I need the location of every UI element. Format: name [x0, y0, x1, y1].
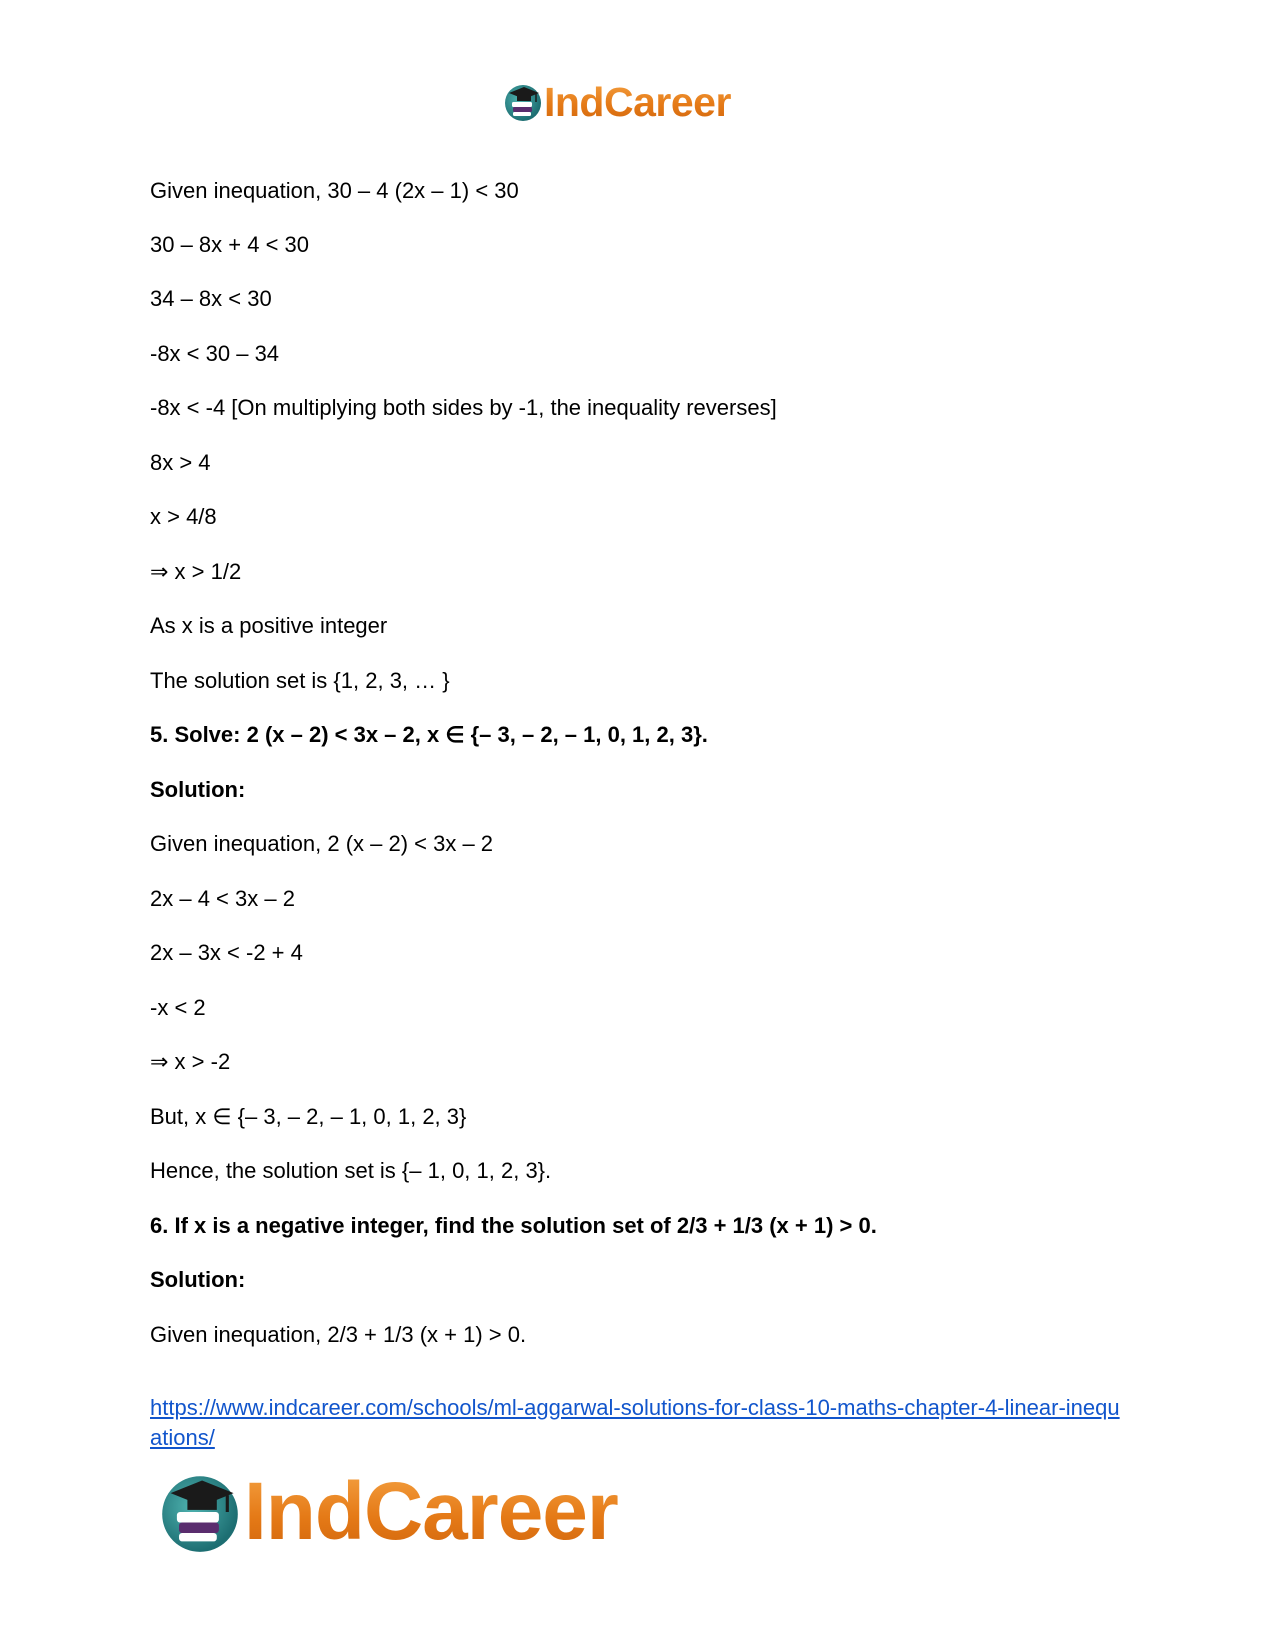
text-line: 30 – 8x + 4 < 30 — [150, 232, 310, 257]
solution-heading: Solution: — [150, 1267, 246, 1292]
graduation-cap-books-globe-icon — [503, 82, 543, 122]
text-line: -x < 2 — [150, 995, 206, 1020]
text-line: 8x > 4 — [150, 450, 211, 475]
logo-text: IndCareer — [544, 79, 731, 125]
question-heading: 6. If x is a negative integer, find the solution set of 2/3 + 1/3 (x + 1) > 0. — [150, 1213, 877, 1238]
logo-text: IndCareer — [244, 1466, 618, 1557]
solution-heading: Solution: — [150, 777, 246, 802]
text-line: Given inequation, 30 – 4 (2x – 1) < 30 — [150, 178, 519, 203]
text-line: Hence, the solution set is {– 1, 0, 1, 2, 3}. — [150, 1158, 552, 1183]
text-line: x > 4/8 — [150, 504, 217, 529]
text-line: 34 – 8x < 30 — [150, 286, 272, 311]
text-line: As x is a positive integer — [150, 613, 388, 638]
text-line: 2x – 4 < 3x – 2 — [150, 886, 295, 911]
graduation-cap-books-globe-icon — [158, 1470, 242, 1554]
text-line: The solution set is {1, 2, 3, … } — [150, 668, 450, 693]
source-link[interactable]: https://www.indcareer.com/schools/ml-aggarwal-solutions-for-class-10-maths-chapter-4-linear-inequations/ — [150, 1395, 1120, 1450]
text-line: But, x ∈ {– 3, – 2, – 1, 0, 1, 2, 3} — [150, 1104, 467, 1129]
text-line: Given inequation, 2/3 + 1/3 (x + 1) > 0. — [150, 1322, 527, 1347]
text-line: ⇒ x > 1/2 — [150, 559, 242, 584]
text-line: -8x < 30 – 34 — [150, 341, 280, 366]
header-logo — [503, 78, 731, 126]
footer-logo — [158, 1466, 618, 1558]
text-line: -8x < -4 [On multiplying both sides by -1, the inequality reverses] — [150, 395, 777, 420]
question-heading: 5. Solve: 2 (x – 2) < 3x – 2, x ∈ {– 3, – 2, – 1, 0, 1, 2, 3}. — [150, 722, 708, 747]
text-line: 2x – 3x < -2 + 4 — [150, 940, 303, 965]
text-line: ⇒ x > -2 — [150, 1049, 231, 1074]
text-line: Given inequation, 2 (x – 2) < 3x – 2 — [150, 831, 494, 856]
